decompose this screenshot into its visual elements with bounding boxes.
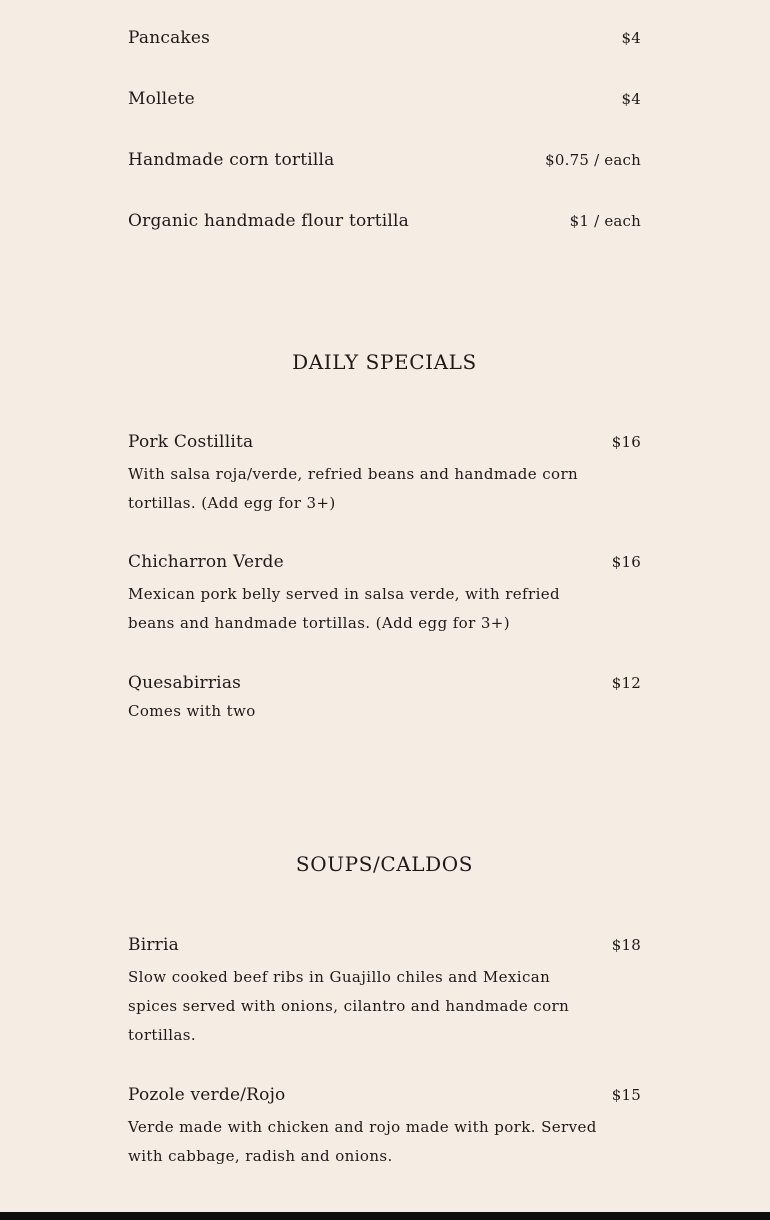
- menu-item-price: $0.75 / each: [545, 151, 641, 169]
- menu-item-price: $12: [611, 674, 641, 692]
- menu-item-name: Handmade corn tortilla: [128, 150, 335, 170]
- menu-item: [128, 671, 641, 726]
- menu-item-price: $16: [611, 433, 641, 451]
- menu-item-name: Pancakes: [128, 28, 211, 48]
- menu-item-description: With salsa roja/verde, refried beans and handmade corn tortillas. (Add egg for 3+): [128, 465, 579, 512]
- menu-item-description: Comes with two: [128, 702, 256, 720]
- menu-item: [128, 87, 641, 148]
- menu-item: [128, 430, 641, 518]
- menu-item: [128, 26, 641, 87]
- daily-specials-list: [128, 430, 641, 762]
- menu-item-name: Organic handmade flour tortilla: [128, 211, 410, 231]
- soups-list: [128, 933, 641, 1207]
- menu-item-price: $4: [621, 90, 641, 108]
- menu-item-description: Mexican pork belly served in salsa verde, with refried beans and handmade tortillas. (Add egg for 3+): [128, 585, 561, 632]
- menu-item-name: Mollete: [128, 89, 195, 109]
- top-items-list: [128, 26, 641, 270]
- menu-item-price: $15: [611, 1086, 641, 1104]
- menu-item: [128, 933, 641, 1050]
- section-title-daily-specials: DAILY SPECIALS: [292, 350, 477, 374]
- menu-item-price: $16: [611, 553, 641, 571]
- menu-item-description: Verde made with chicken and rojo made with pork. Served with cabbage, radish and onions.: [128, 1118, 597, 1165]
- footer-bar: [0, 1212, 770, 1220]
- menu-item: [128, 550, 641, 638]
- menu-item: [128, 1083, 641, 1171]
- menu-item-price: $18: [611, 936, 641, 954]
- menu-item-price: $1 / each: [569, 212, 641, 230]
- menu-item-description: Slow cooked beef ribs in Guajillo chiles and Mexican spices served with onions, cilantro and handmade corn tortillas.: [128, 968, 570, 1044]
- menu-item: [128, 148, 641, 209]
- menu-item-name: Pozole verde/Rojo: [128, 1085, 286, 1105]
- menu-item-name: Birria: [128, 935, 179, 955]
- menu-item: [128, 209, 641, 270]
- menu-item-name: Pork Costillita: [128, 432, 254, 452]
- section-title-soups: SOUPS/CALDOS: [295, 852, 474, 876]
- menu-item-name: Quesabirrias: [128, 673, 242, 693]
- menu-item-price: $4: [621, 29, 641, 47]
- menu-item-name: Chicharron Verde: [128, 552, 284, 572]
